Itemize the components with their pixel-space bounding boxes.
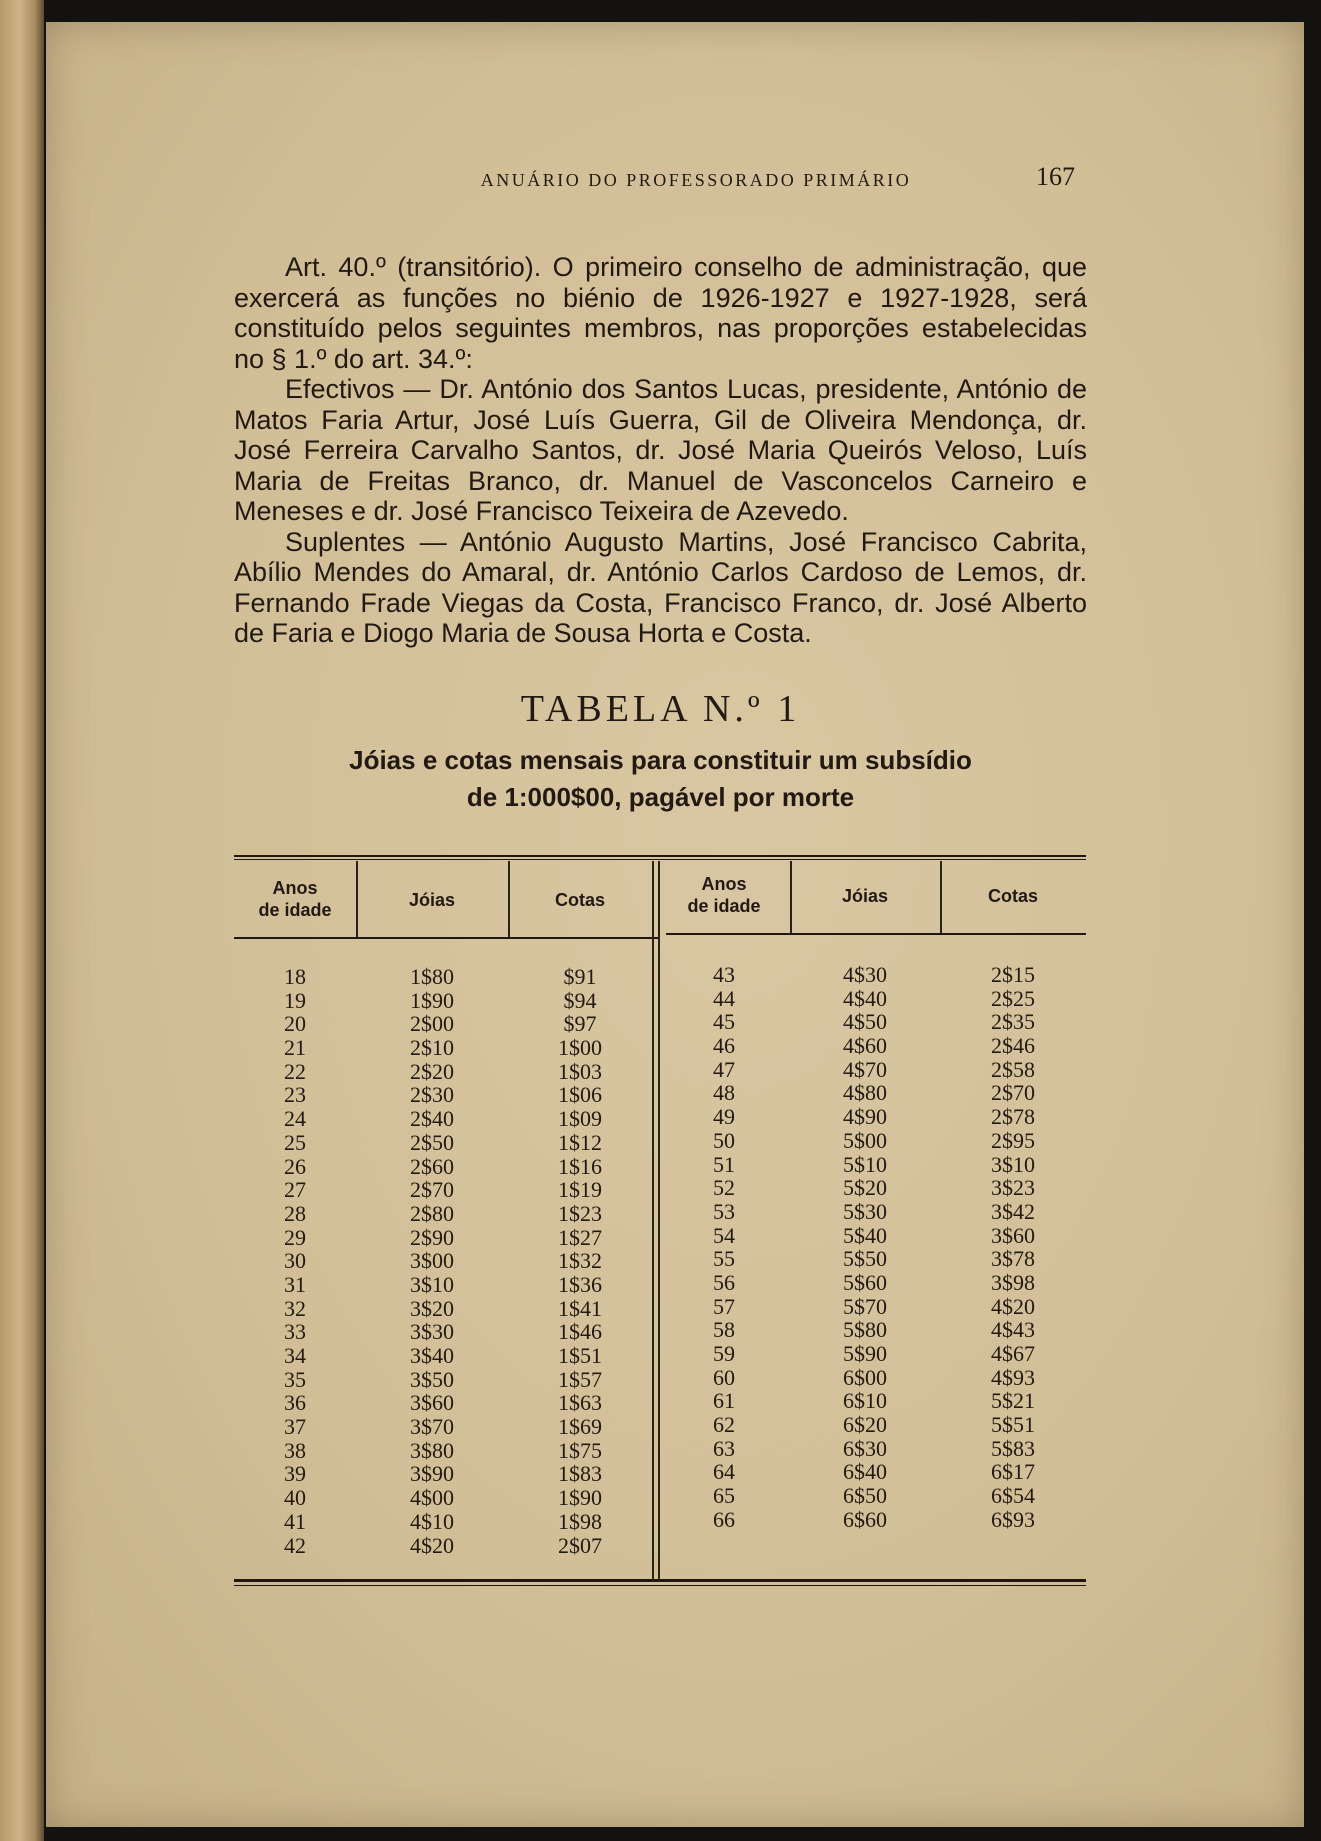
table-cell: $97 <box>563 1011 597 1037</box>
column-joias-right <box>790 963 940 1532</box>
column-cotas-left <box>508 965 652 1557</box>
table-cell: 2$10 <box>410 1035 454 1061</box>
table-cell: 2$90 <box>410 1224 454 1250</box>
table-cell: 1$41 <box>558 1295 602 1321</box>
table-cell: 3$42 <box>991 1198 1035 1224</box>
table-cell: 5$51 <box>991 1412 1035 1438</box>
header-cotas-right: Cotas <box>987 886 1038 906</box>
table-cell: 52 <box>713 1175 735 1201</box>
table-cell: 6$54 <box>991 1483 1035 1509</box>
header-age-right-line2: de idade <box>687 896 761 916</box>
table-cell: 1$83 <box>558 1461 602 1487</box>
book-page <box>46 22 1304 1827</box>
table-subtitle <box>234 742 1087 816</box>
table-cell: 2$50 <box>410 1129 454 1155</box>
table-cell: 41 <box>284 1508 306 1534</box>
table-cell: 3$60 <box>991 1222 1035 1248</box>
table-cell: 1$36 <box>558 1271 602 1297</box>
table-cell: 5$40 <box>843 1222 887 1248</box>
table-cell: 5$80 <box>843 1317 887 1343</box>
table-subtitle-line-2: de 1:000$00, pagável por morte <box>466 782 855 812</box>
table-cell: 63 <box>713 1435 735 1461</box>
table-cell: 4$80 <box>843 1080 887 1106</box>
table-cell: 6$40 <box>843 1459 887 1485</box>
table-cell: 3$80 <box>410 1437 454 1463</box>
table-cell: 3$60 <box>410 1390 454 1416</box>
header-age-left-line2: de idade <box>258 900 332 920</box>
table-cell: 1$90 <box>558 1485 602 1511</box>
table-cell: 27 <box>284 1177 306 1203</box>
table-cell: 20 <box>284 1011 306 1037</box>
table-cell: 1$06 <box>558 1082 602 1108</box>
table-cell: 50 <box>713 1127 735 1153</box>
table-cell: 1$00 <box>558 1035 602 1061</box>
table-top-rule <box>234 855 1086 857</box>
table-cell: 6$60 <box>843 1506 887 1532</box>
table-cell: 4$00 <box>410 1485 454 1511</box>
table-cell: 2$58 <box>991 1056 1035 1082</box>
table-cell: 2$30 <box>410 1082 454 1108</box>
table-cell: $91 <box>563 964 597 989</box>
header-rule-left <box>234 937 508 939</box>
table-cell: 4$50 <box>843 1009 887 1035</box>
table-cell: 1$51 <box>558 1343 602 1368</box>
table-cell: 44 <box>713 985 735 1011</box>
table-cell: 4$40 <box>843 985 887 1011</box>
table-cell: 1$12 <box>558 1129 602 1155</box>
table-cell: 1$19 <box>558 1177 602 1203</box>
table-cell: 48 <box>713 1080 735 1106</box>
table-cell: 4$93 <box>991 1364 1035 1390</box>
table-cell: 5$21 <box>991 1388 1035 1414</box>
table-cell: 62 <box>713 1412 735 1438</box>
table-cell: 4$20 <box>410 1532 454 1558</box>
book-spine-edge <box>0 0 44 1841</box>
table-cell: 28 <box>284 1200 306 1226</box>
table-cell: 1$46 <box>558 1319 602 1345</box>
table-cell: 2$00 <box>410 1011 454 1037</box>
paragraph-suplentes: Suplentes — António Augusto Martins, José Francisco Cabrita, Abílio Mendes do Amaral, dr. António Carlos Cardoso de Lemos, dr. Fernando Frade Viegas da Costa, Francisco Franco, dr. José Alberto de Faria e Diogo Maria de Sousa Horta e Costa. <box>234 526 1087 648</box>
table-cell: 3$90 <box>410 1461 454 1487</box>
table-cell: 56 <box>713 1269 735 1295</box>
table-cell: 40 <box>284 1485 306 1511</box>
table-cell: 1$09 <box>558 1106 602 1132</box>
table-cell: 1$98 <box>558 1508 602 1534</box>
table-cell: 6$17 <box>991 1459 1035 1485</box>
table-cell: 5$83 <box>991 1435 1035 1461</box>
header-joias-left: Jóias <box>408 890 456 910</box>
article-text <box>234 252 1087 649</box>
column-ages-right <box>658 963 790 1532</box>
column-cotas-right <box>940 963 1086 1532</box>
table-cell: $94 <box>563 987 597 1013</box>
table-cell: 6$50 <box>843 1483 887 1509</box>
table-cell: 3$70 <box>410 1414 454 1440</box>
contribution-table <box>234 855 1086 1588</box>
table-cell: 45 <box>713 1009 735 1035</box>
table-cell: 6$10 <box>843 1388 887 1414</box>
table-cell: 2$70 <box>410 1177 454 1203</box>
table-cell: 3$20 <box>410 1295 454 1321</box>
table-cell: 3$30 <box>410 1319 454 1345</box>
table-cell: 3$78 <box>991 1246 1035 1272</box>
table-cell: 3$40 <box>410 1343 454 1368</box>
table-cell: 35 <box>284 1366 306 1392</box>
table-cell: 2$80 <box>410 1200 454 1226</box>
table-cell: 30 <box>284 1248 306 1274</box>
table-cell: 2$95 <box>991 1127 1035 1153</box>
table-cell: 5$70 <box>843 1293 887 1319</box>
table-cell: 26 <box>284 1153 306 1179</box>
table-cell: 2$46 <box>991 1033 1035 1059</box>
table-cell: 2$60 <box>410 1153 454 1179</box>
page-number: 167 <box>1036 162 1075 191</box>
table-cell: 5$60 <box>843 1269 887 1295</box>
table-cell: 64 <box>713 1459 735 1485</box>
table-cell: 5$30 <box>843 1198 887 1224</box>
running-title: ANUÁRIO DO PROFESSORADO PRIMÁRIO <box>480 170 912 190</box>
table-cell: 58 <box>713 1317 735 1343</box>
table-cell: 6$00 <box>843 1364 887 1390</box>
table-cell: 2$07 <box>558 1532 602 1558</box>
table-bottom-rule <box>234 1579 1086 1582</box>
header-cotas-left: Cotas <box>554 890 605 910</box>
divider-center <box>652 861 654 1579</box>
table-cell: 5$50 <box>843 1246 887 1272</box>
table-cell: 43 <box>713 962 735 987</box>
table-bottom-rule-thin <box>234 1585 1086 1586</box>
table-cell: 1$27 <box>558 1224 602 1250</box>
table-cell: 1$16 <box>558 1153 602 1179</box>
column-ages-left <box>234 965 356 1557</box>
header-age-left-line1: Anos <box>272 878 318 898</box>
table-cell: 1$80 <box>410 964 454 989</box>
table-cell: 1$32 <box>558 1248 602 1274</box>
table-cell: 25 <box>284 1129 306 1155</box>
table-cell: 1$63 <box>558 1390 602 1416</box>
table-cell: 4$90 <box>843 1104 887 1130</box>
table-cell: 51 <box>713 1151 735 1177</box>
table-cell: 2$35 <box>991 1009 1035 1035</box>
table-cell: 2$15 <box>991 962 1035 987</box>
table-cell: 6$20 <box>843 1412 887 1438</box>
table-cell: 59 <box>713 1341 735 1366</box>
table-cell: 60 <box>713 1364 735 1390</box>
table-cell: 32 <box>284 1295 306 1321</box>
table-cell: 22 <box>284 1058 306 1084</box>
table-cell: 47 <box>713 1056 735 1082</box>
table-cell: 1$03 <box>558 1058 602 1084</box>
table-cell: 38 <box>284 1437 306 1463</box>
table-cell: 54 <box>713 1222 735 1248</box>
header-age-right <box>658 873 790 917</box>
table-cell: 29 <box>284 1224 306 1250</box>
table-cell: 4$30 <box>843 962 887 987</box>
table-cell: 3$98 <box>991 1269 1035 1295</box>
table-cell: 2$40 <box>410 1106 454 1132</box>
table-cell: 4$10 <box>410 1508 454 1534</box>
table-cell: 18 <box>284 964 306 989</box>
table-cell: 5$10 <box>843 1151 887 1177</box>
table-cell: 4$70 <box>843 1056 887 1082</box>
table-cell: 2$70 <box>991 1080 1035 1106</box>
column-joias-left <box>356 965 508 1557</box>
table-cell: 5$90 <box>843 1341 887 1366</box>
header-rule-right <box>666 933 1086 935</box>
table-cell: 66 <box>713 1506 735 1532</box>
table-cell: 21 <box>284 1035 306 1061</box>
table-cell: 5$00 <box>843 1127 887 1153</box>
table-cell: 31 <box>284 1271 306 1297</box>
table-cell: 57 <box>713 1293 735 1319</box>
table-cell: 19 <box>284 987 306 1013</box>
table-cell: 55 <box>713 1246 735 1272</box>
table-cell: 34 <box>284 1343 306 1368</box>
table-top-rule-thin <box>234 859 1086 860</box>
table-cell: 3$23 <box>991 1175 1035 1201</box>
table-cell: 1$69 <box>558 1414 602 1440</box>
table-cell: 6$30 <box>843 1435 887 1461</box>
table-cell: 2$78 <box>991 1104 1035 1130</box>
table-cell: 3$10 <box>410 1271 454 1297</box>
header-age-left <box>234 877 356 921</box>
table-cell: 36 <box>284 1390 306 1416</box>
table-cell: 46 <box>713 1033 735 1059</box>
table-cell: 65 <box>713 1483 735 1509</box>
header-age-right-line1: Anos <box>701 874 747 894</box>
table-cell: 33 <box>284 1319 306 1345</box>
header-rule-left-2 <box>508 937 658 939</box>
table-subtitle-line-1: Jóias e cotas mensais para constituir um subsídio <box>349 745 972 775</box>
table-cell: 61 <box>713 1388 735 1414</box>
table-cell: 37 <box>284 1414 306 1440</box>
table-cell: 4$67 <box>991 1341 1035 1366</box>
table-cell: 39 <box>284 1461 306 1487</box>
table-cell: 5$20 <box>843 1175 887 1201</box>
table-cell: 53 <box>713 1198 735 1224</box>
table-cell: 1$23 <box>558 1200 602 1226</box>
paragraph-efectivos: Efectivos — Dr. António dos Santos Lucas, presidente, António de Matos Faria Artur, José Luís Guerra, Gil de Oliveira Mendonça, dr. José Ferreira Carvalho Santos, dr. José Maria Queirós Veloso, Luís Maria de Freitas Branco, dr. Manuel de Vasconcelos Carneiro e Meneses e dr. José Francisco Teixeira de Azevedo. <box>234 374 1087 526</box>
table-cell: 1$75 <box>558 1437 602 1463</box>
table-cell: 6$93 <box>991 1506 1035 1532</box>
table-cell: 4$60 <box>843 1033 887 1059</box>
table-cell: 42 <box>284 1532 306 1558</box>
table-cell: 4$43 <box>991 1317 1035 1343</box>
table-cell: 2$25 <box>991 985 1035 1011</box>
table-cell: 4$20 <box>991 1293 1035 1319</box>
table-cell: 1$90 <box>410 987 454 1013</box>
table-cell: 3$00 <box>410 1248 454 1274</box>
table-cell: 24 <box>284 1106 306 1132</box>
table-cell: 2$20 <box>410 1058 454 1084</box>
table-title: TABELA N.º 1 <box>520 688 801 730</box>
table-cell: 3$10 <box>991 1151 1035 1177</box>
header-joias-right: Jóias <box>841 886 889 906</box>
table-cell: 23 <box>284 1082 306 1108</box>
table-cell: 1$57 <box>558 1366 602 1392</box>
paragraph-art-40: Art. 40.º (transitório). O primeiro conselho de administração, que exercerá as funções no biénio de 1926-1927 e 1927-1928, será constituído pelos seguintes membros, nas proporções estabelecidas no § 1.º do art. 34.º: <box>234 252 1087 374</box>
table-cell: 3$50 <box>410 1366 454 1392</box>
table-cell: 49 <box>713 1104 735 1130</box>
